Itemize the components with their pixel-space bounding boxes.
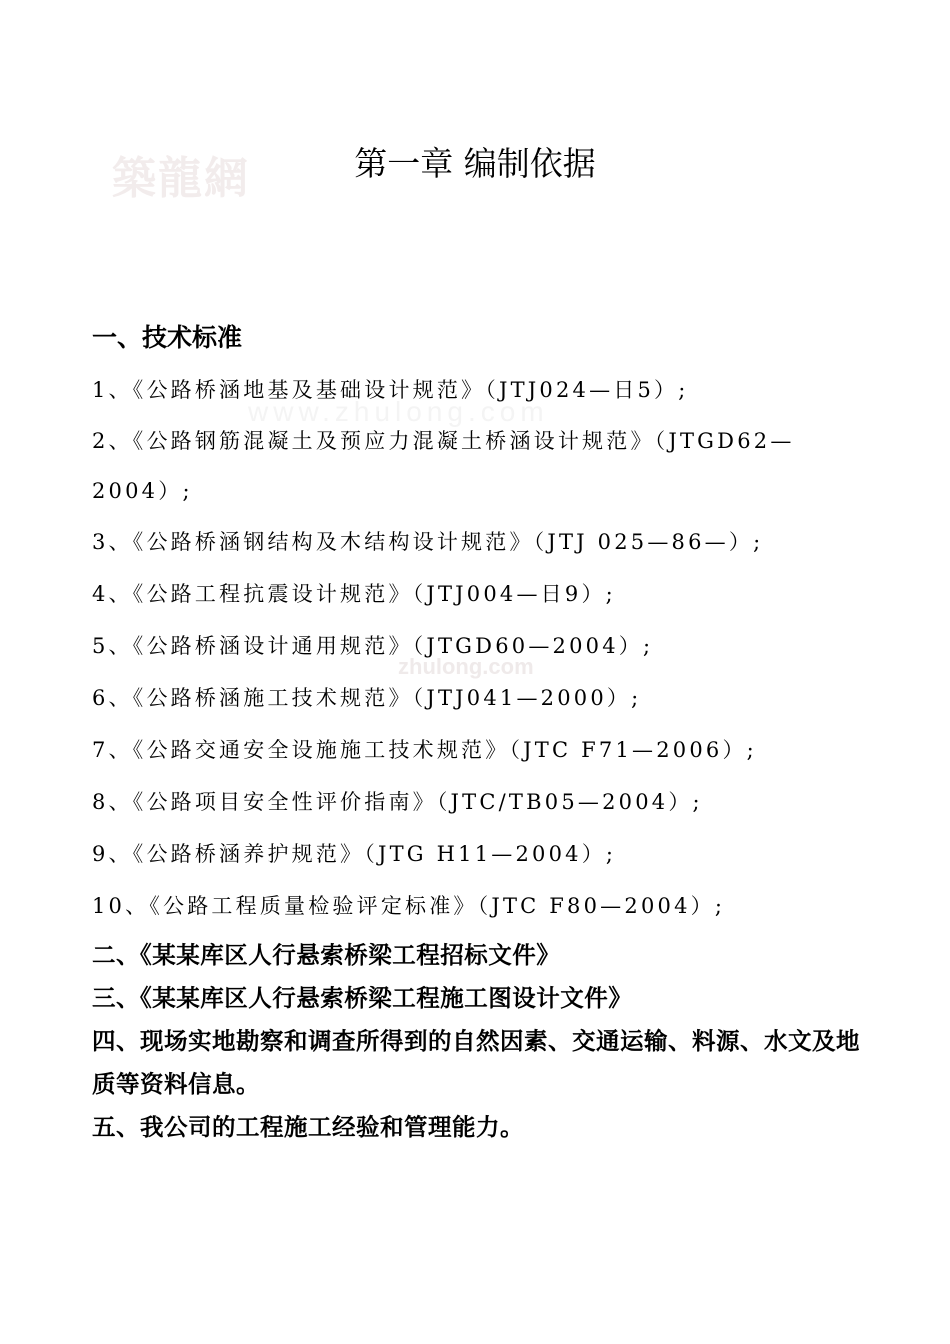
standard-item: 6、《公路桥涵施工技术规范》（JTJ041—2000）;	[92, 686, 642, 710]
section-design-documents: 三、《某某库区人行悬索桥梁工程施工图设计文件》	[92, 984, 633, 1012]
section-site-survey: 四、现场实地勘察和调查所得到的自然因素、交通运输、料源、水文及地质等资料信息。	[92, 1027, 860, 1098]
section-tender-documents: 二、《某某库区人行悬索桥梁工程招标文件》	[92, 941, 561, 969]
standard-item: 9、《公路桥涵养护规范》（JTG H11—2004）;	[92, 842, 617, 866]
watermark-brand: zhulong.com	[398, 654, 534, 679]
standard-item: 8、《公路项目安全性评价指南》（JTC/TB05—2004）;	[92, 790, 703, 814]
standard-item: 5、《公路桥涵设计通用规范》（JTGD60—2004）;	[92, 634, 654, 658]
standards-list	[92, 364, 872, 932]
standard-item: 3、《公路桥涵钢结构及木结构设计规范》（JTJ 025—86—）;	[92, 530, 764, 554]
technical-standards-heading: 一、技术标准	[92, 323, 243, 352]
standard-item: 4、《公路工程抗震设计规范》（JTJ004—日9）;	[92, 582, 616, 606]
standard-item: 2、《公路钢筋混凝土及预应力混凝土桥涵设计规范》（JTGD62—2004）;	[92, 429, 795, 503]
section-company-experience: 五、我公司的工程施工经验和管理能力。	[92, 1113, 524, 1141]
chapter-title: 第一章 编制依据	[354, 144, 596, 183]
watermark-logo: 築龍網	[112, 153, 250, 204]
basis-sections	[92, 934, 867, 1149]
standard-item: 1、《公路桥涵地基及基础设计规范》（JTJ024—日5）;	[92, 378, 689, 402]
standard-item: 10、《公路工程质量检验评定标准》（JTC F80—2004）;	[92, 894, 726, 918]
standard-item: 7、《公路交通安全设施施工技术规范》（JTC F71—2006）;	[92, 738, 757, 762]
watermark-url: www.zhulong.com	[248, 396, 549, 427]
